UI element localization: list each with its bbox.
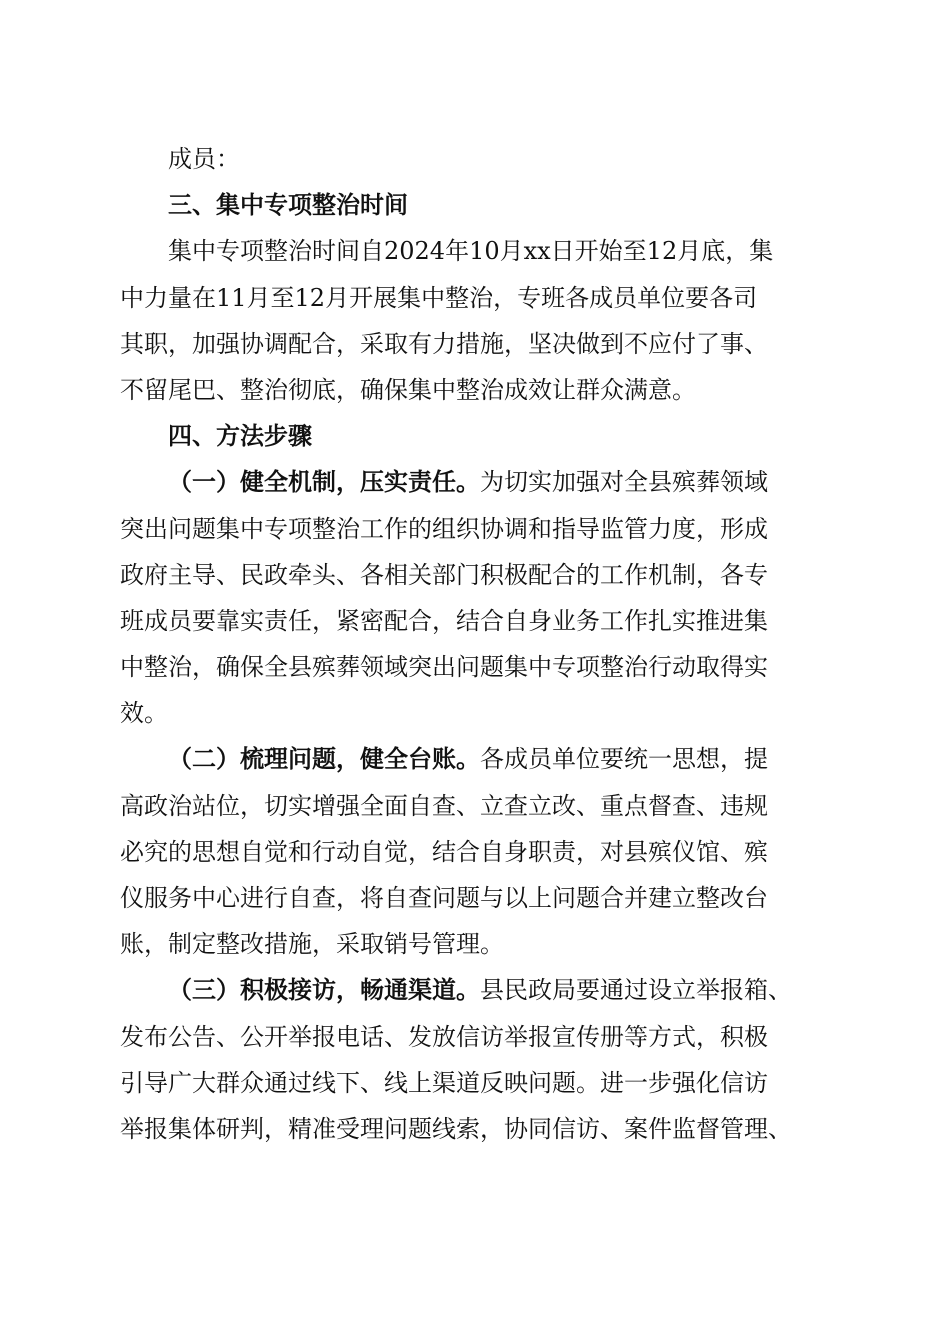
paragraph-lead: （三）积极接访，畅通渠道。 — [168, 975, 480, 1005]
section-3-heading: 三、集中专项整治时间 — [168, 190, 408, 220]
paragraph-line: 突出问题集中专项整治工作的组织协调和指导监管力度，形成 — [120, 514, 768, 543]
paragraph-text: 为切实加强对全县殡葬领域 — [480, 468, 768, 497]
paragraph-line: 效。 — [120, 699, 168, 728]
paragraph-line — [120, 736, 830, 782]
paragraph-line: 举报集体研判，精准受理问题线索，协同信访、案件监督管理、 — [120, 1114, 792, 1143]
paragraph-line — [120, 459, 830, 505]
section-3-paragraph — [120, 228, 830, 413]
paragraph-line: 集中专项整治时间自2024年10月xx日开始至12月底，集 — [168, 237, 774, 266]
paragraph-line: 账，制定整改措施，采取销号管理。 — [120, 930, 504, 959]
section-4-heading: 四、方法步骤 — [168, 421, 312, 451]
paragraph-line: 班成员要靠实责任，紧密配合，结合自身业务工作扎实推进集 — [120, 606, 768, 635]
paragraph-line — [120, 967, 830, 1013]
paragraph-line: 高政治站位，切实增强全面自查、立查立改、重点督查、违规 — [120, 791, 768, 820]
paragraph-line: 其职，加强协调配合，采取有力措施，坚决做到不应付了事、 — [120, 329, 768, 358]
paragraph-lead: （一）健全机制，压实责任。 — [168, 467, 480, 497]
paragraph-line: 不留尾巴、整治彻底，确保集中整治成效让群众满意。 — [120, 375, 696, 404]
paragraph-text: 县民政局要通过设立举报箱、 — [480, 976, 792, 1005]
paragraph-line: 中整治，确保全县殡葬领域突出问题集中专项整治行动取得实 — [120, 653, 768, 682]
section-4-paragraph-1 — [120, 459, 830, 736]
section-4-paragraph-2 — [120, 736, 830, 967]
section-4-paragraph-3 — [120, 967, 830, 1152]
paragraph-line: 发布公告、公开举报电话、发放信访举报宣传册等方式，积极 — [120, 1022, 768, 1051]
paragraph-line: 必究的思想自觉和行动自觉，结合自身职责，对县殡仪馆、殡 — [120, 837, 768, 866]
members-label: 成员： — [168, 145, 240, 173]
paragraph-line: 引导广大群众通过线下、线上渠道反映问题。进一步强化信访 — [120, 1068, 768, 1097]
paragraph-lead: （二）梳理问题，健全台账。 — [168, 744, 480, 774]
paragraph-line: 政府主导、民政牵头、各相关部门积极配合的工作机制，各专 — [120, 560, 768, 589]
document-body — [120, 136, 830, 1152]
paragraph-line: 仪服务中心进行自查，将自查问题与以上问题合并建立整改台 — [120, 884, 768, 912]
paragraph-line: 中力量在11月至12月开展集中整治，专班各成员单位要各司 — [120, 283, 758, 312]
paragraph-text: 各成员单位要统一思想，提 — [480, 745, 768, 774]
